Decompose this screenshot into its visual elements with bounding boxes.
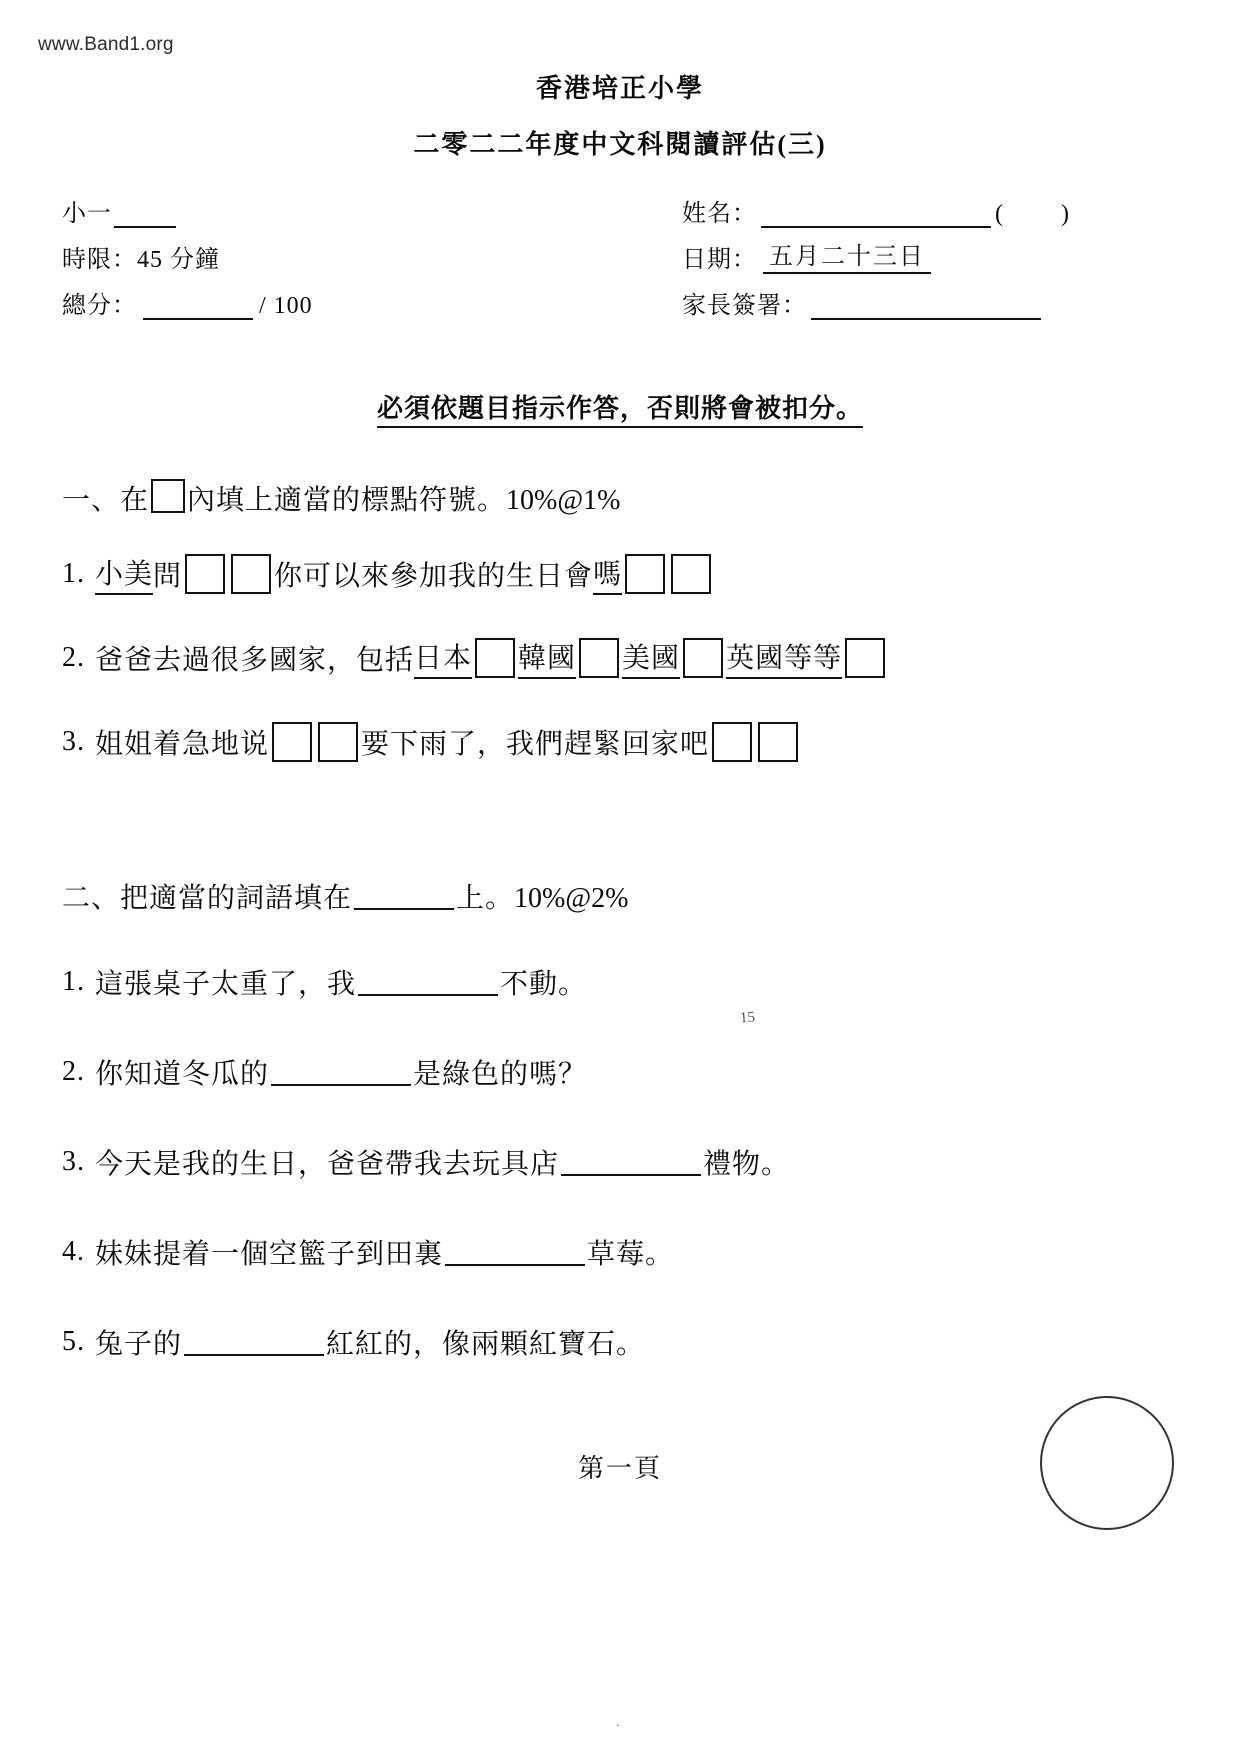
question-number: 4.	[62, 1236, 85, 1267]
exam-title: 二零二二年度中文科閱讀評估(三)	[413, 130, 827, 159]
info-row-class-name	[62, 182, 1182, 228]
student-number-parens[interactable]: ( )	[995, 201, 1095, 227]
date-field	[682, 236, 1182, 274]
answer-box[interactable]	[318, 722, 358, 762]
total-out-of: / 100	[259, 293, 313, 319]
name-input-line[interactable]	[761, 202, 991, 228]
answer-blank-line[interactable]	[445, 1238, 585, 1266]
page-footer	[0, 1448, 1240, 1485]
student-info-block	[62, 182, 1182, 320]
total-score-label: 總分：	[62, 293, 137, 319]
q2-word-3: 美國	[622, 636, 680, 679]
q1-text-before: 這張桌子太重了，我	[95, 969, 357, 1000]
stray-pencil-mark: 15	[739, 1009, 756, 1027]
answer-box[interactable]	[683, 638, 723, 678]
question-number: 1.	[62, 966, 85, 997]
q2-text: 爸爸去過很多國家，包括	[95, 644, 415, 676]
q1-quote: 你可以來參加我的生日會	[274, 560, 594, 592]
parent-signature-label: 家長簽署：	[682, 293, 807, 319]
instruction-notice-text: 必須依題目指示作答，否則將會被扣分。	[377, 394, 863, 428]
class-input-line[interactable]	[114, 204, 176, 228]
total-score-input-line[interactable]	[143, 296, 253, 320]
section-1-heading-post: 內填上適當的標點符號。	[187, 485, 507, 516]
q3-text-before: 今天是我的生日，爸爸帶我去玩具店	[95, 1149, 560, 1180]
total-score-field	[62, 285, 682, 320]
question-number: 2.	[62, 1056, 85, 1087]
answer-box[interactable]	[272, 722, 312, 762]
answer-box[interactable]	[712, 722, 752, 762]
answer-box[interactable]	[475, 638, 515, 678]
section-1-marks: 10%@1%	[506, 485, 621, 516]
q2-word-1: 日本	[414, 636, 472, 679]
question-number: 3.	[62, 1146, 85, 1177]
q2-word-2: 韓國	[518, 636, 576, 679]
section-2-question-4	[62, 1232, 674, 1272]
question-number: 5.	[62, 1326, 85, 1357]
scan-artifact-dot: .	[616, 1715, 620, 1730]
section-2-heading-post: 上。	[456, 883, 515, 914]
q5-text-before: 兔子的	[95, 1329, 183, 1360]
section-1-question-3	[62, 722, 801, 762]
section-2-question-1	[62, 962, 587, 1002]
q4-text-before: 妹妹提着一個空籃子到田裏	[95, 1239, 444, 1270]
answer-blank-line[interactable]	[561, 1148, 701, 1176]
time-limit-label: 時限：45 分鐘	[62, 247, 220, 273]
parent-signature-line[interactable]	[811, 294, 1041, 320]
answer-blank-line[interactable]	[271, 1058, 411, 1086]
answer-box[interactable]	[231, 554, 271, 594]
school-name: 香港培正小學	[535, 74, 704, 103]
info-row-time-date	[62, 228, 1182, 274]
q3-text-after: 要下雨了，我們趕緊回家吧	[361, 729, 710, 760]
question-number: 2.	[62, 641, 85, 673]
name-label: 姓名：	[682, 201, 757, 227]
answer-box[interactable]	[758, 722, 798, 762]
time-limit-field	[62, 239, 682, 274]
section-2-question-5	[62, 1322, 645, 1362]
q1-particle: 嗎	[593, 552, 622, 595]
q3-text-after: 禮物。	[703, 1149, 791, 1180]
class-field	[62, 193, 682, 228]
question-number: 1.	[62, 557, 85, 589]
instruction-notice	[0, 388, 1240, 425]
answer-box[interactable]	[185, 554, 225, 594]
q3-text-before: 姐姐着急地说	[95, 729, 270, 760]
question-number: 3.	[62, 726, 85, 757]
answer-blank-line[interactable]	[358, 968, 498, 996]
date-value: 五月二十三日	[763, 236, 931, 274]
q2-text-before: 你知道冬瓜的	[95, 1059, 270, 1090]
section-1-question-2	[62, 636, 888, 679]
q2-word-5: 等等	[784, 636, 842, 679]
q2-word-4: 英國	[726, 636, 784, 679]
q1-text-after: 不動。	[500, 969, 588, 1000]
q4-text-after: 草莓。	[587, 1239, 675, 1270]
answer-box[interactable]	[845, 638, 885, 678]
section-2-marks: 10%@2%	[514, 883, 629, 914]
date-label: 日期：	[682, 247, 757, 273]
answer-blank-line[interactable]	[184, 1328, 324, 1356]
q5-text-after: 紅紅的，像兩顆紅寶石。	[326, 1329, 646, 1360]
site-watermark: www.Band1.org	[38, 34, 174, 55]
section-1-heading	[62, 478, 620, 518]
section-1-question-1	[62, 552, 714, 595]
name-field	[682, 193, 1182, 228]
section-2-question-3	[62, 1142, 790, 1182]
answer-box[interactable]	[625, 554, 665, 594]
class-label: 小一	[62, 201, 112, 227]
parent-signature-field	[682, 285, 1182, 320]
q1-verb: 問	[153, 560, 183, 592]
punctuation-box-icon	[151, 479, 185, 513]
q1-subject: 小美	[95, 552, 153, 595]
heading-blank-line	[354, 882, 454, 910]
answer-box[interactable]	[579, 638, 619, 678]
section-2-heading	[62, 876, 628, 916]
info-row-total-signature	[62, 274, 1182, 320]
answer-box[interactable]	[671, 554, 711, 594]
section-2-question-2	[62, 1052, 587, 1092]
section-1-heading-pre: 一、在	[62, 485, 150, 516]
page-number-label: 第一頁	[577, 1454, 662, 1483]
section-2-heading-pre: 二、把適當的詞語填在	[62, 883, 353, 914]
q2-text-after: 是綠色的嗎？	[413, 1059, 588, 1090]
